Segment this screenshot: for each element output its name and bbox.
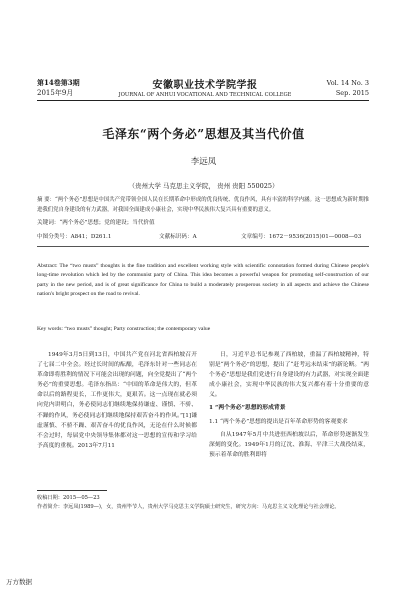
keywords-english: Key words: “two musts” thought; Party construction; the contemporary value xyxy=(37,326,211,332)
body-column-right xyxy=(209,350,369,460)
journal-volume-info xyxy=(327,78,369,98)
journal-title-block xyxy=(95,76,315,100)
database-watermark: 万方数据 xyxy=(6,578,32,586)
document-code: 文献标识码：A xyxy=(159,234,197,240)
keywords-chinese: 关键词：“两个务必”思想；党的建设；当代价值 xyxy=(37,220,155,226)
volume-date: Sep. 2015 xyxy=(335,89,369,97)
body-column-left xyxy=(37,350,197,451)
footnote-rule xyxy=(37,490,107,491)
abstract-rule xyxy=(37,246,369,247)
abstract-chinese: 摘 要：“两个务必”思想是中国共产党带领全国人民在长期革命中形成的优良传统、优良作风，具有丰富的科学内涵。这一思想成为新时期推进我们党自身建设的有力武器，对我国全面建成小康社会，实现中华民族伟大复兴具有重要的意义。 xyxy=(37,197,369,213)
author-bio: 作者简介：李远凤(1989—)，女，贵州毕节人，贵州大学马克思主义学院硕士研究生，研究方向：马克思主义文化理论与社会理论。 xyxy=(37,503,340,510)
article-title: 毛泽东“两个务必”思想及其当代价值 xyxy=(102,127,305,141)
header-rule xyxy=(37,100,369,101)
received-date: 收稿日期：2015—05—23 xyxy=(37,495,100,501)
subsection-heading: 1.1 “两个务必”思想的提出是百年革命形势的客观要求 xyxy=(209,418,348,425)
journal-title-cn: 安徽职业技术学院学报 xyxy=(152,80,258,91)
author-affiliation: （贵州大学 马克思主义学院， 贵州 贵阳 550025） xyxy=(128,182,279,190)
volume-number: Vol. 14 No. 3 xyxy=(326,79,369,87)
footnote xyxy=(37,494,371,511)
article-author: 李远凤 xyxy=(190,157,217,167)
article-number: 文章编号：1672－9536(2015)01—0008—03 xyxy=(241,234,362,240)
journal-title-en: JOURNAL OF ANHUI VOCATIONAL AND TECHNICAL COLLEGE xyxy=(118,92,292,98)
journal-issue-info xyxy=(37,78,80,98)
issue-date: 2015年9月 xyxy=(37,89,74,97)
body-paragraph: 1949年3月5日到13日，中国共产党在河北省西柏坡召开了七届二中全会。经过长时间的酝酿，毛泽东针对一些同志在革命即将胜利的情况下可能会出现的问题，向全党提出了“两个务必”的重要思想。毛泽东指出：“中国的革命是伟大的，但革命以后的路程更长，工作更伟大，更艰苦。这一点现在就必须向党内讲明白，务必使同志们继续地保持谦虚、谨慎、不骄、不躁的作风，务必使同志们继续地保持艰苦奋斗的作风。”[1]谦虚谨慎、不骄不躁、艰苦奋斗的优良作风，无论在什么时候都不会过时，每届党中央领导集体都对这一思想的宣传和学习给予高度的重视。2013年7月11 xyxy=(37,352,197,449)
issue-number: 第14卷第3期 xyxy=(37,78,80,87)
section-heading: 1 “两个务必”思想的形成背景 xyxy=(209,405,286,412)
class-number: 中图分类号：A841；D261.1 xyxy=(37,234,112,240)
body-paragraph: 日，习近平总书记参观了西柏坡，重温了西柏坡精神，特别是“两个务必”的思想，提出了“赶考远未结束”的新论断。“两个务必”思想是我们党进行自身建设的有力武器，对实现全面建成小康社会，实现中华民族的伟大复兴都有着十分重要的意义。 xyxy=(209,352,369,399)
abstract-english: Abstract: The “two musts” thoughts is the fine tradition and excellent working style with scientific connotation formed during Chinese people's long-time revolution which led by the communist party of China. This idea becomes a powerful weapon for promoting self-construction of our party in the new period, and is of great significance for China to build a moderately prosperous society in all aspects and achieve the Chinese nation's bright prospect on the road to revival. xyxy=(37,263,369,298)
body-paragraph: 自从1947年5月中共进驻西柏坡以后，革命形势逐渐发生深刻的变化。1949年1月的辽沈、淮海、平津三大战役结束，预示着革命的胜利即将 xyxy=(209,431,369,458)
